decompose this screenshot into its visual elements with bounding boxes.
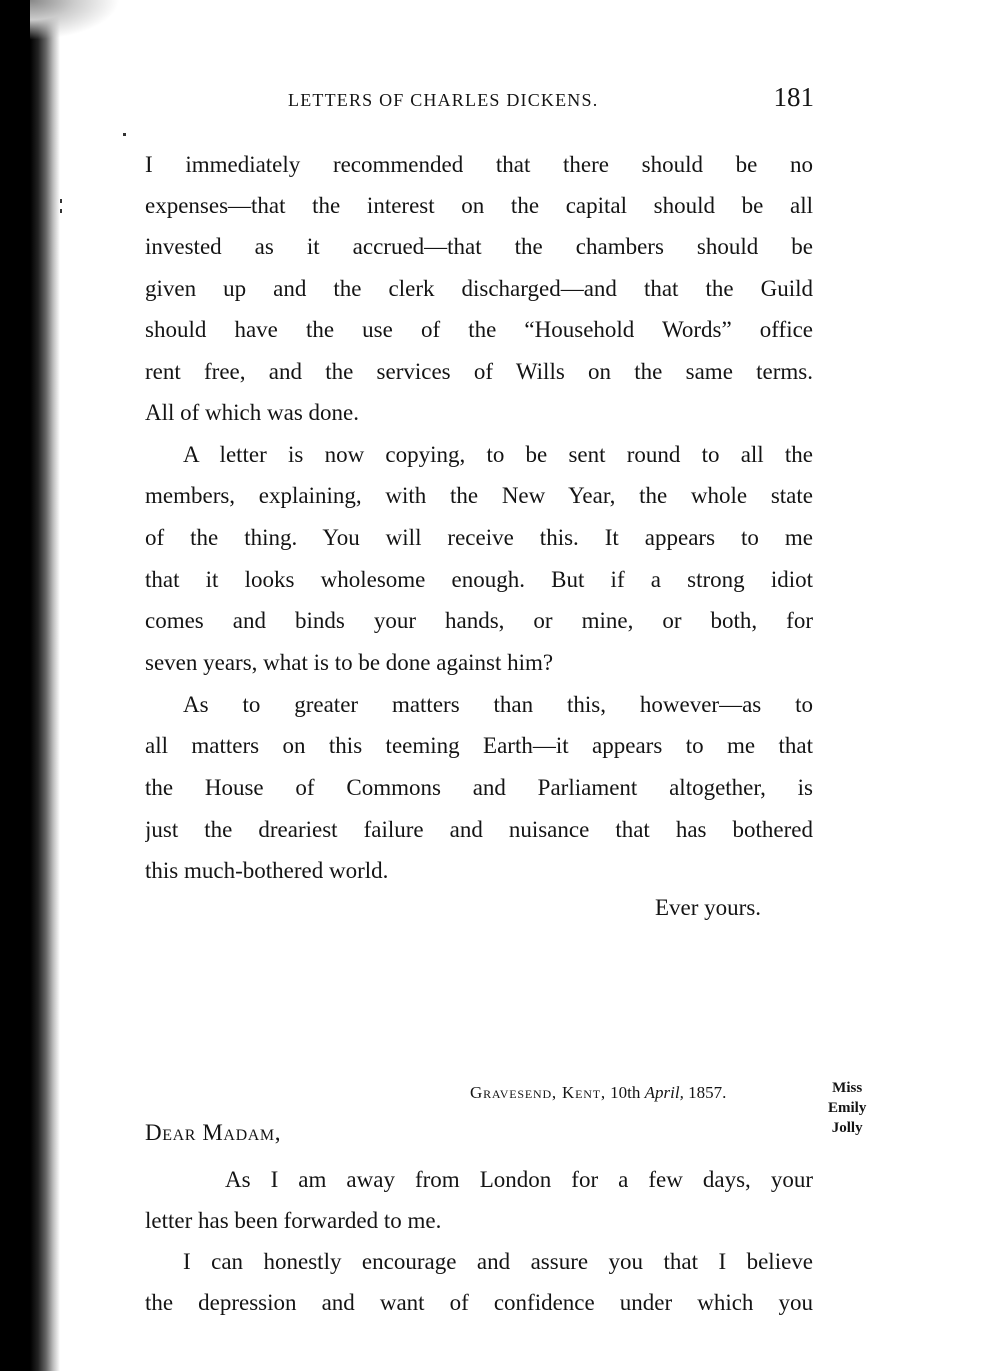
scan-speck xyxy=(60,199,62,203)
text-line: expenses—that the interest on the capital should be all xyxy=(145,193,813,218)
recipient-note-line: Jolly xyxy=(831,1120,863,1136)
dateline-month: April, xyxy=(644,1083,684,1102)
recipient-note-line: Emily xyxy=(828,1100,867,1116)
text-line: I can honestly encourage and assure you that I believe xyxy=(183,1249,813,1274)
text-line: seven years, what is to be done against him? xyxy=(145,650,554,675)
recipient-side-note xyxy=(828,1078,866,1138)
text-line: As I am away from London for a few days, your xyxy=(225,1167,813,1192)
text-line: A letter is now copying, to be sent round to all the xyxy=(183,442,813,467)
text-line: the House of Commons and Parliament altogether, is xyxy=(145,775,813,800)
scan-binding-shadow xyxy=(0,0,60,1371)
text-line: that it looks wholesome enough. But if a strong idiot xyxy=(145,567,813,592)
text-line: invested as it accrued—that the chambers should be xyxy=(145,234,813,259)
text-line: this much-bothered world. xyxy=(145,858,389,883)
text-line: I immediately recommended that there should be no xyxy=(145,152,813,177)
text-line: As to greater matters than this, however—as to xyxy=(183,692,813,717)
scan-corner-shadow xyxy=(30,0,120,40)
letter-salutation: Dear Madam, xyxy=(145,1120,282,1145)
text-line: of the thing. You will receive this. It appears to me xyxy=(145,525,813,550)
letter-dateline xyxy=(470,1080,726,1106)
dateline-day: 10th xyxy=(610,1083,641,1102)
running-head: LETTERS OF CHARLES DICKENS. xyxy=(288,90,599,110)
text-line: the depression and want of confidence under which you xyxy=(145,1290,813,1315)
text-line: rent free, and the services of Wills on the same terms. xyxy=(145,359,813,384)
recipient-note-line: Miss xyxy=(832,1080,863,1096)
dateline-year: 1857. xyxy=(688,1083,727,1102)
text-line: all matters on this teeming Earth—it appears to me that xyxy=(145,733,813,758)
text-line: members, explaining, with the New Year, the whole state xyxy=(145,483,813,508)
scan-speck xyxy=(123,133,126,136)
page-header xyxy=(140,82,820,118)
scan-speck xyxy=(60,209,62,213)
page-number: 181 xyxy=(773,82,814,112)
text-line: All of which was done. xyxy=(145,400,359,425)
text-line: should have the use of the “Household Words” office xyxy=(145,317,813,342)
text-line: comes and binds your hands, or mine, or both, for xyxy=(145,608,813,633)
dateline-place: Gravesend, Kent, xyxy=(470,1083,606,1102)
text-line: just the dreariest failure and nuisance that has bothered xyxy=(145,817,813,842)
letter-closing: Ever yours. xyxy=(655,895,762,920)
text-line: letter has been forwarded to me. xyxy=(145,1208,442,1233)
text-line: given up and the clerk discharged—and that the Guild xyxy=(145,276,813,301)
